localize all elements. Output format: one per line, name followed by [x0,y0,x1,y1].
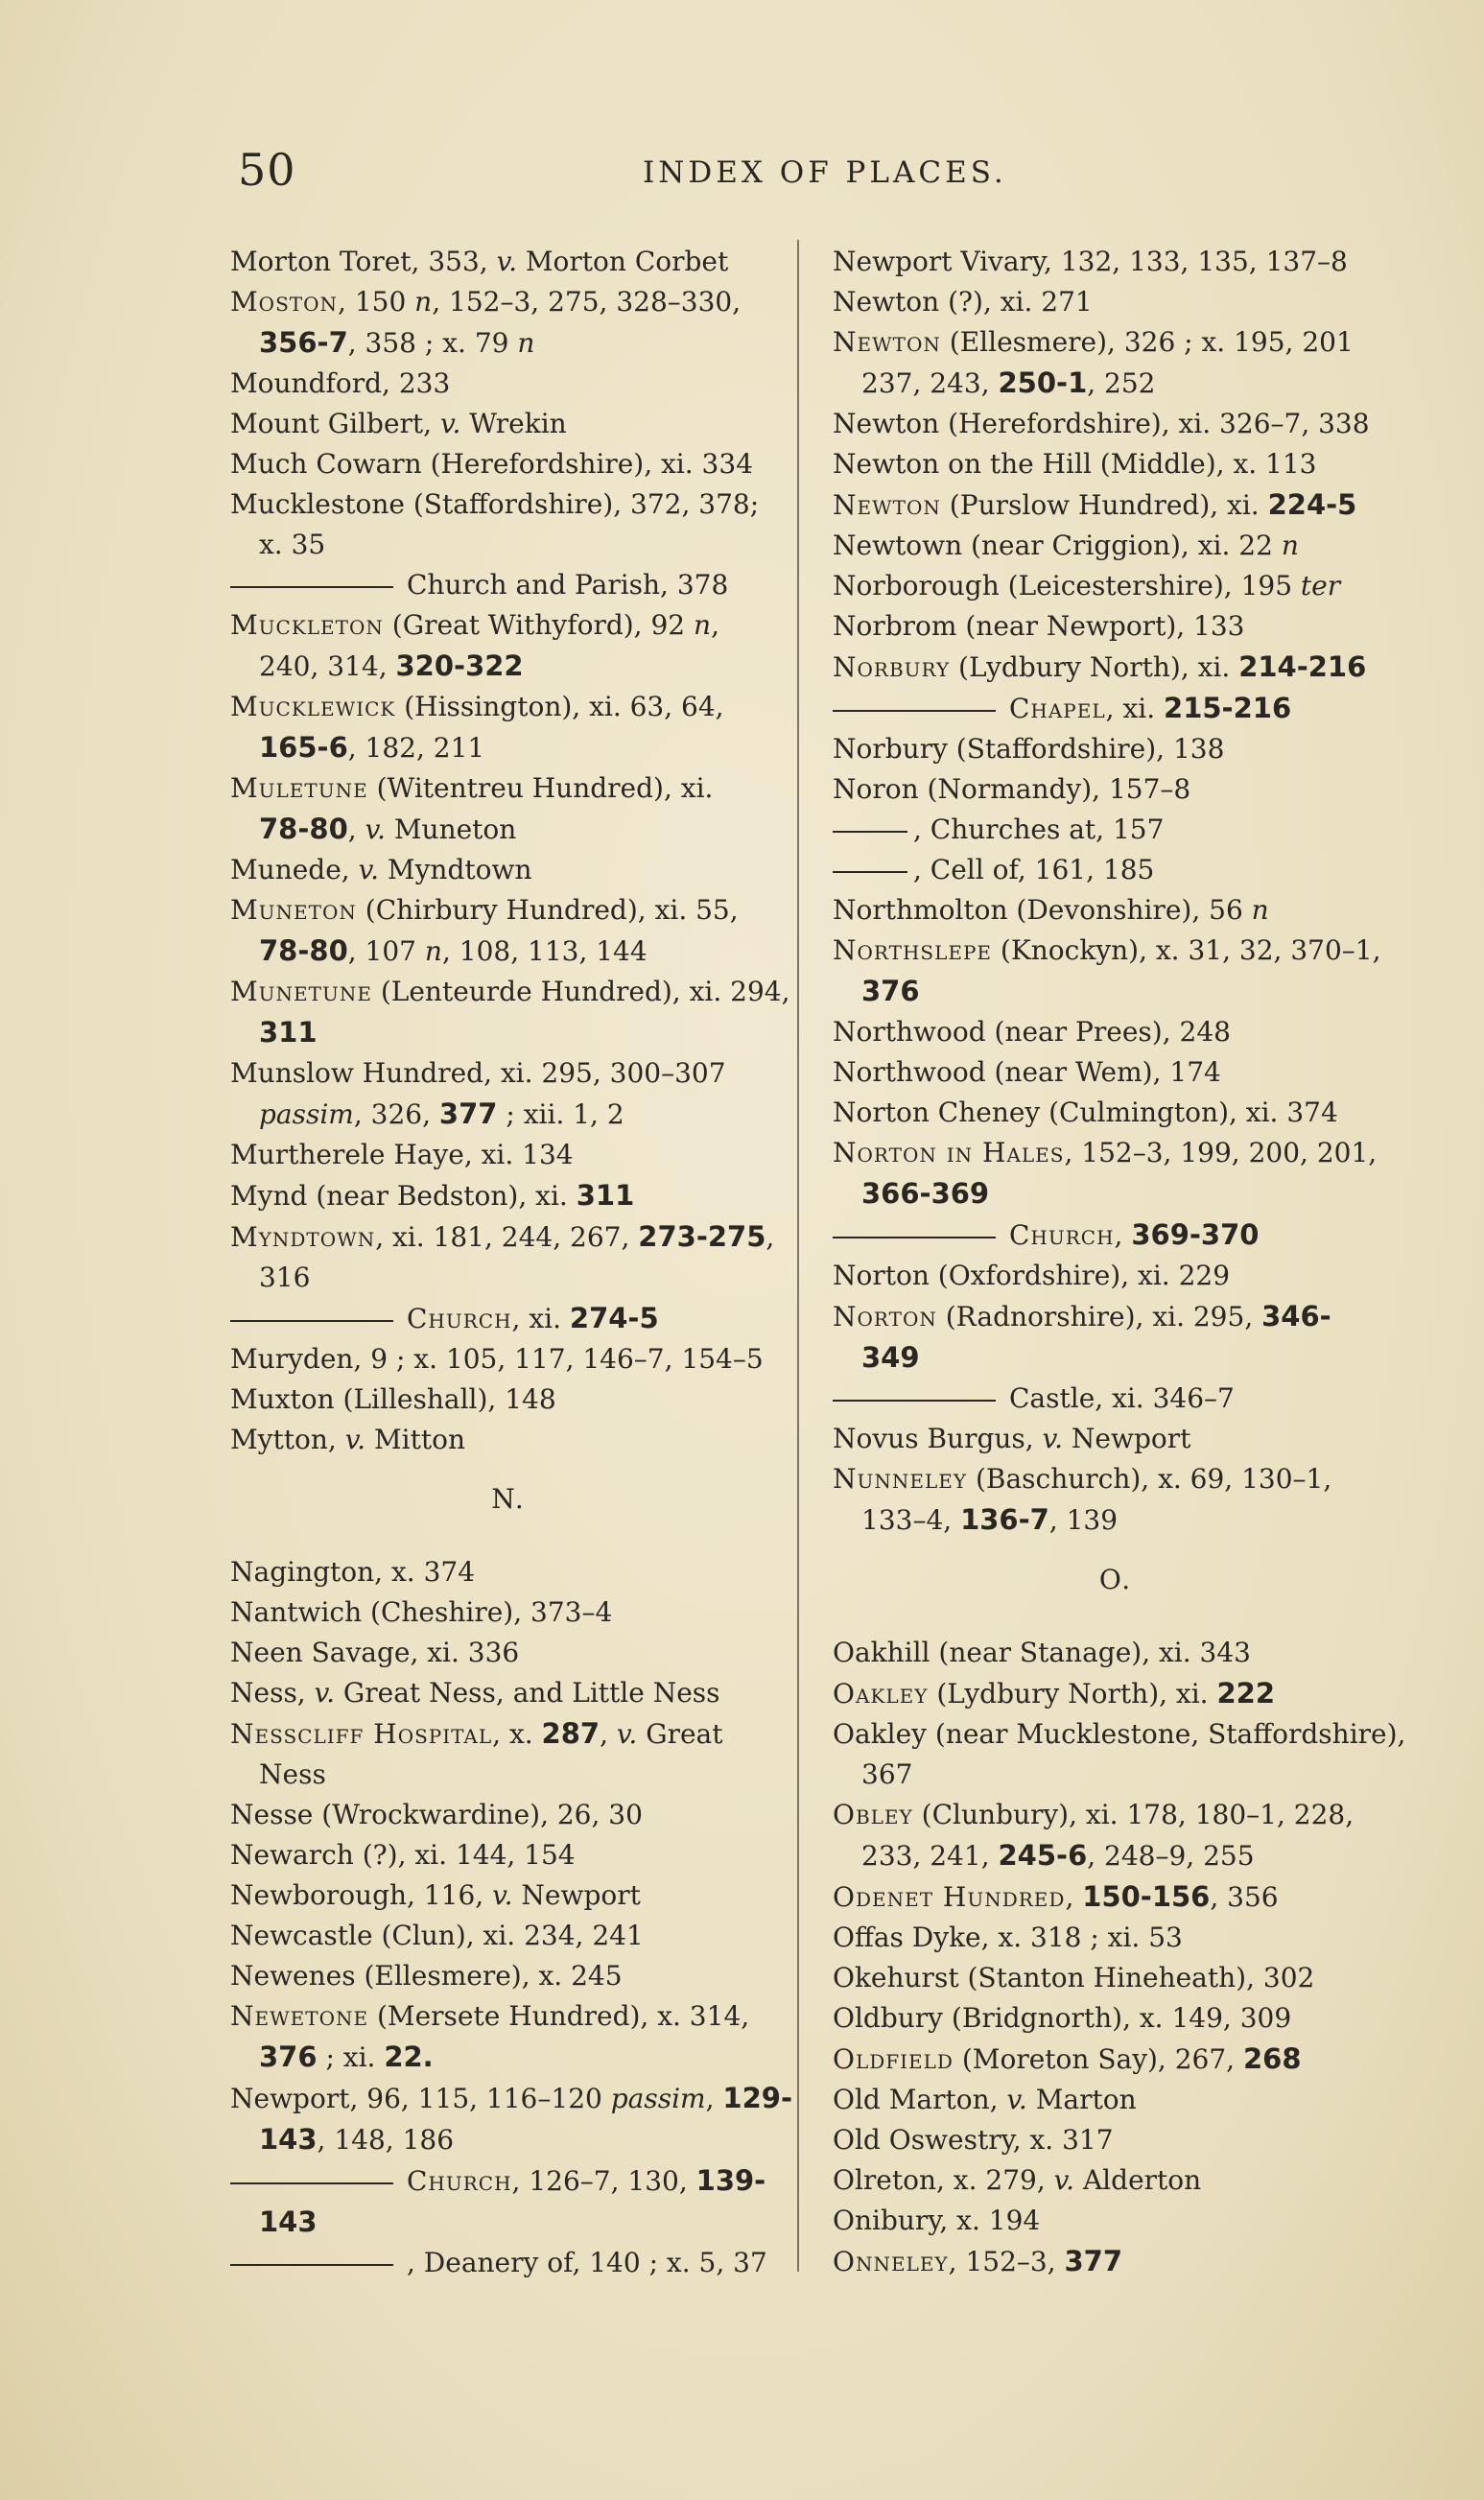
index-entry [230,282,787,322]
index-entry [833,1296,1399,1337]
index-entry [833,1256,1399,1296]
index-entry [833,1876,1399,1918]
index-entry [833,1633,1399,1673]
entry-text: Munslow Hundred, xi. 295, 300–307 [230,1057,726,1089]
entry-text: Newarch (?), xi. 144, 154 [230,1839,576,1871]
entry-text: 367 [861,1758,913,1790]
index-entry [833,688,1399,729]
entry-text: Newton (Herefordshire), xi. 326–7, 338 [833,408,1370,439]
entry-text: Noron (Normandy), 157–8 [833,773,1191,805]
index-entry [230,646,787,687]
index-entry [230,1633,787,1673]
entry-text: Oldfield (Moreton Say), 267, 268 [833,2042,1302,2075]
entry-text: Mytton, v. Mitton [230,1424,466,1455]
entry-text: Newport Vivary, 132, 133, 135, 137–8 [833,246,1348,277]
index-entry [230,444,787,484]
entry-text: Moundford, 233 [230,367,451,399]
index-entry [833,242,1399,282]
index-entry [833,1459,1399,1499]
page-header [230,144,1381,201]
index-entry [833,404,1399,444]
entry-text: Mynd (near Bedston), xi. 311 [230,1179,635,1212]
index-entry [833,1918,1399,1958]
index-entry [833,2241,1399,2282]
index-entry [230,1339,787,1380]
entry-text: Newton (Purslow Hundred), xi. 224-5 [833,488,1357,521]
index-entry [230,1298,787,1339]
index-entry [230,2037,787,2078]
entry-text: Much Cowarn (Herefordshire), xi. 334 [230,448,754,480]
entry-text: Church, xi. 274-5 [407,1302,659,1334]
index-entry [833,1673,1399,1714]
ditto-dash [833,831,907,833]
page-number: 50 [238,144,296,196]
entry-text: Morton Toret, 353, v. Morton Corbet [230,246,729,277]
index-entry [833,810,1399,850]
index-entry [833,1419,1399,1459]
entry-text: Oldbury (Bridgnorth), x. 149, 309 [833,2002,1292,2034]
entry-text: Mucklestone (Staffordshire), 372, 378; [230,488,760,520]
entry-text: Newton on the Hill (Middle), x. 113 [833,448,1317,480]
index-entry [230,1835,787,1875]
entry-text: Northmolton (Devonshire), 56 n [833,894,1269,926]
index-entry [230,1012,787,1053]
entry-text: 376 ; xi. 22. [259,2040,434,2073]
entry-text: Neen Savage, xi. 336 [230,1637,520,1668]
entry-text: Old Oswestry, x. 317 [833,2124,1114,2156]
index-entry [833,890,1399,931]
entry-text: Mucklewick (Hissington), xi. 63, 64, [230,691,724,722]
ditto-dash [230,586,393,588]
index-entry [230,687,787,727]
entry-text: Church, 369-370 [1009,1218,1260,1251]
index-entry [230,525,787,565]
index-entry [230,2202,787,2243]
index-entry [833,1998,1399,2039]
entry-text: Northwood (near Wem), 174 [833,1056,1221,1088]
entry-text: 143, 148, 186 [259,2123,455,2156]
index-entry [230,1258,787,1298]
entry-text: 133–4, 136-7, 139 [861,1503,1119,1536]
index-entry [230,1916,787,1956]
index-entry [230,1175,787,1216]
entry-text: Norton (Oxfordshire), xi. 229 [833,1260,1231,1291]
entry-text: Myndtown, xi. 181, 244, 267, 273-275, [230,1220,775,1253]
index-entry [230,404,787,444]
index-entry [230,1875,787,1916]
index-entry [230,242,787,282]
entry-text: Okehurst (Stanton Hineheath), 302 [833,1962,1315,1993]
index-entry [230,1996,787,2037]
index-entry [833,2080,1399,2120]
entry-text: Nesse (Wrockwardine), 26, 30 [230,1799,643,1830]
entry-text: Ness, v. Great Ness, and Little Ness [230,1677,720,1709]
index-entry [833,444,1399,484]
section-letter-heading: O. [1098,1564,1133,1595]
entry-text: Obley (Clunbury), xi. 178, 180–1, 228, [833,1799,1354,1830]
index-entry [833,1755,1399,1795]
entry-text: Muckleton (Great Withyford), 92 n, [230,609,719,641]
index-entry [833,1012,1399,1052]
index-entry [230,2119,787,2160]
entry-text: Newborough, 116, v. Newport [230,1879,641,1911]
entry-text: Muryden, 9 ; x. 105, 117, 146–7, 154–5 [230,1343,764,1375]
entry-text: Onibury, x. 194 [833,2205,1041,2236]
index-entry [833,1714,1406,1755]
index-entry [230,1135,787,1175]
entry-text: 237, 243, 250-1, 252 [861,366,1156,399]
entry-text: Munetune (Lenteurde Hundred), xi. 294, [230,976,790,1007]
index-entry [230,1713,787,1755]
index-entry [230,605,787,646]
entry-text: Muneton (Chirbury Hundred), xi. 55, [230,894,739,926]
entry-text: Norton in Hales, 152–3, 199, 200, 201, [833,1137,1378,1168]
index-entry [230,931,787,972]
entry-text: Norbrom (near Newport), 133 [833,610,1245,642]
index-entry [833,729,1399,769]
index-entry [833,606,1399,647]
entry-text: Moston, 150 n, 152–3, 275, 328–330, [230,286,742,318]
entry-text: Chapel, xi. 215-216 [1009,692,1292,724]
entry-text: , Churches at, 157 [913,814,1165,845]
entry-text: Muletune (Witentreu Hundred), xi. [230,772,714,804]
index-entry [833,484,1399,526]
index-entry [230,1094,787,1135]
entry-text: 165-6, 182, 211 [259,731,485,764]
entry-text: Olreton, x. 279, v. Alderton [833,2164,1202,2196]
entry-text: Mount Gilbert, v. Wrekin [230,408,567,439]
index-entry [833,526,1399,566]
index-entry [833,2160,1399,2201]
index-entry [833,1499,1399,1541]
entry-text: Oakley (near Mucklestone, Staffordshire), [833,1718,1406,1750]
index-entry [833,1379,1399,1419]
entry-text: 356-7, 358 ; x. 79 n [259,326,535,359]
entry-text: x. 35 [259,529,326,560]
right-column [833,242,1406,2282]
ditto-dash [833,710,996,712]
index-entry [230,1380,787,1420]
entry-text: Muxton (Lilleshall), 148 [230,1383,556,1415]
entry-text: Newton (?), xi. 271 [833,286,1093,318]
index-entry [230,1053,787,1094]
entry-text: Norbury (Staffordshire), 138 [833,733,1225,765]
index-entry [833,769,1399,810]
index-entry [230,1552,787,1592]
index-entry [230,1592,787,1633]
entry-text: Offas Dyke, x. 318 ; xi. 53 [833,1922,1183,1953]
index-entry [833,1173,1399,1215]
entry-text: Newtown (near Criggion), xi. 22 n [833,530,1299,561]
entry-text: 78-80, v. Muneton [259,813,517,845]
index-entry [230,484,787,525]
index-entry [833,566,1399,606]
index-entry [833,2201,1399,2241]
ditto-dash [833,1237,996,1238]
entry-text: Newenes (Ellesmere), x. 245 [230,1960,623,1992]
entry-text: 311 [259,1016,318,1049]
ditto-dash [230,1320,393,1322]
entry-text: Newetone (Mersete Hundred), x. 314, [230,2000,750,2032]
entry-text: 349 [861,1341,920,1374]
index-entry [230,890,787,931]
index-entry [833,322,1399,363]
index-entry [833,1052,1399,1093]
entry-text: 366-369 [861,1177,990,1210]
entry-text: Norton Cheney (Culmington), xi. 374 [833,1097,1338,1128]
index-entry [230,1420,787,1460]
entry-text: Murtherele Haye, xi. 134 [230,1139,574,1170]
index-entry [230,972,790,1012]
index-entry [230,809,787,850]
index-entry [833,647,1399,688]
entry-text: Norton (Radnorshire), xi. 295, 346- [833,1300,1331,1333]
entry-text: 143 [259,2205,318,2238]
entry-text: 240, 314, 320-322 [259,649,524,682]
index-entry [230,1795,787,1835]
index-entry [230,850,787,890]
entry-text: Nunneley (Baschurch), x. 69, 130–1, [833,1463,1332,1495]
entry-text: Munede, v. Myndtown [230,854,532,885]
entry-text: Newcastle (Clun), xi. 234, 241 [230,1920,644,1951]
entry-text: Novus Burgus, v. Newport [833,1423,1191,1454]
entry-text: Newton (Ellesmere), 326 ; x. 195, 201 [833,326,1354,358]
entry-text: passim, 326, 377 ; xii. 1, 2 [259,1097,624,1130]
entry-text: Northslepe (Knockyn), x. 31, 32, 370–1, [833,934,1381,966]
index-entry [833,2039,1399,2080]
entry-text: Castle, xi. 346–7 [1009,1382,1235,1414]
index-entry [833,850,1399,890]
entry-text: Ness [259,1758,326,1790]
entry-text: 316 [259,1262,311,1293]
entry-text: Oakley (Lydbury North), xi. 222 [833,1677,1276,1710]
entry-text: , Deanery of, 140 ; x. 5, 37 [407,2247,767,2278]
entry-text: Onneley, 152–3, 377 [833,2245,1123,2277]
entry-text: Norbury (Lydbury North), xi. 214-216 [833,650,1367,683]
entry-text: , Cell of, 161, 185 [913,854,1155,885]
index-entry [230,768,787,809]
index-entry [230,2160,787,2202]
entry-text: Oakhill (near Stanage), xi. 343 [833,1637,1251,1668]
entry-text: Northwood (near Prees), 248 [833,1016,1231,1048]
index-entry [833,363,1399,404]
entry-text: Odenet Hundred, 150-156, 356 [833,1880,1279,1913]
index-entry [230,1216,787,1258]
index-entry [230,2243,787,2283]
index-entry [833,1093,1399,1133]
entry-text: Nantwich (Cheshire), 373–4 [230,1596,613,1628]
index-entry [833,2120,1399,2160]
index-entry [230,322,787,364]
entry-text: 78-80, 107 n, 108, 113, 144 [259,934,648,967]
index-entry [833,1795,1399,1835]
index-entry [230,1956,787,1996]
running-head: INDEX OF PLACES. [643,155,1007,190]
index-entry [230,727,787,768]
index-entry [833,1133,1399,1173]
index-entry [833,1337,1399,1379]
entry-text: Norborough (Leicestershire), 195 ter [833,570,1341,601]
entry-text: 233, 241, 245-6, 248–9, 255 [861,1839,1255,1872]
index-entry [833,282,1399,322]
ditto-dash [230,2264,393,2266]
index-entry [833,1215,1399,1256]
index-entry [230,364,787,404]
index-entry [833,1835,1399,1876]
entry-text: Church and Parish, 378 [407,569,729,601]
entry-text: Nesscliff Hospital, x. 287, v. Great [230,1717,723,1750]
entry-text: Old Marton, v. Marton [833,2084,1137,2115]
ditto-dash [230,2182,393,2184]
ditto-dash [833,871,907,873]
entry-text: Newport, 96, 115, 116–120 passim, 129- [230,2082,792,2114]
ditto-dash [833,1400,996,1402]
index-entry [230,2078,792,2119]
column-divider [797,240,799,2272]
index-entry [230,1755,787,1795]
index-entry [833,971,1399,1012]
entry-text: Nagington, x. 374 [230,1556,476,1588]
entry-text: 376 [861,975,920,1007]
index-entry [833,1958,1399,1998]
index-entry [230,565,787,605]
index-entry [833,931,1399,971]
section-letter-heading: N. [491,1483,526,1515]
left-column [230,242,792,2283]
index-entry [230,1673,787,1713]
entry-text: Church, 126–7, 130, 139- [407,2164,766,2197]
